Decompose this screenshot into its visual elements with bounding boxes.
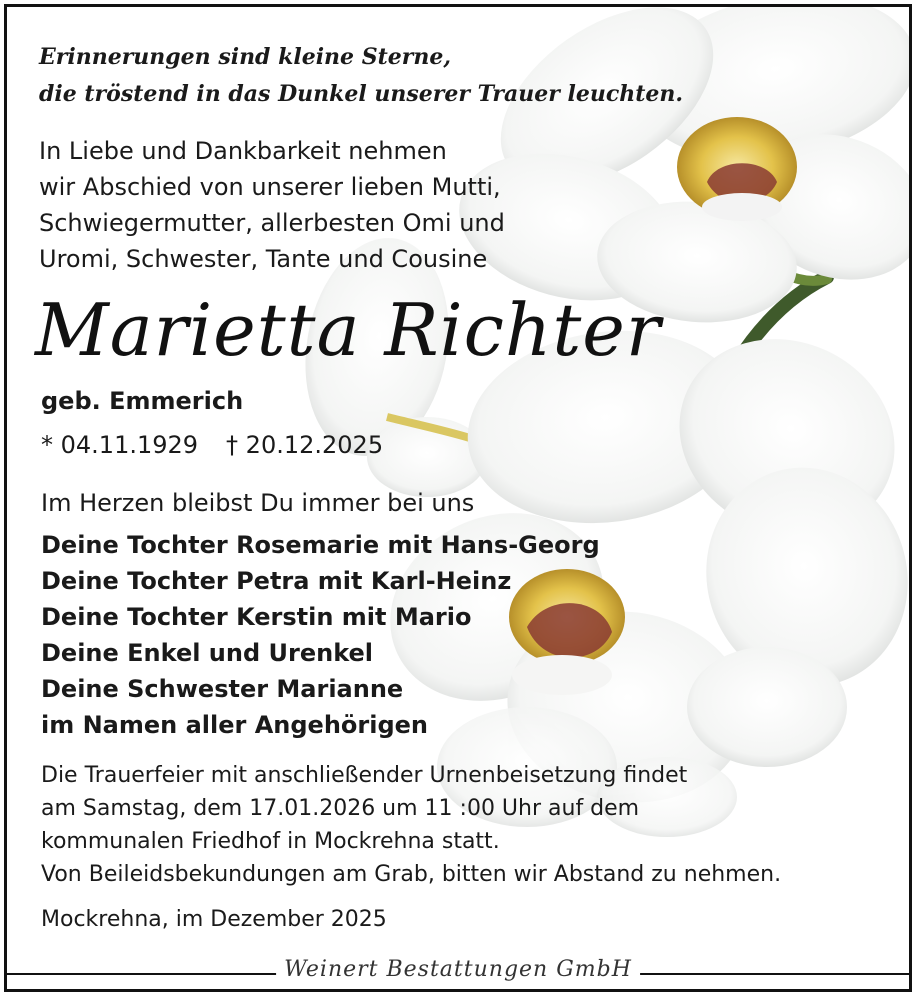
motto-line-2: die tröstend in das Dunkel unserer Trauer leuchten. [39, 81, 684, 107]
mourner-item: Deine Tochter Rosemarie mit Hans-Georg [41, 531, 600, 559]
funeral-service-info [41, 759, 781, 891]
undertaker-signature: Weinert Bestattungen GmbH [276, 957, 640, 982]
mourner-item: Deine Enkel und Urenkel [41, 639, 374, 667]
intro-text [39, 133, 505, 277]
maiden-name: geb. Emmerich [41, 387, 244, 415]
heart-line: Im Herzen bleibst Du immer bei uns [41, 489, 475, 517]
intro-line-2: wir Abschied von unserer lieben Mutti, [39, 173, 501, 201]
deceased-name: Marietta Richter [35, 288, 662, 372]
motto-quote [39, 39, 683, 113]
intro-line-3: Schwiegermutter, allerbesten Omi und [39, 209, 505, 237]
mourners-list [41, 527, 600, 743]
life-dates [41, 431, 383, 459]
service-line-2: am Samstag, dem 17.01.2026 um 11 :00 Uhr auf dem [41, 796, 640, 821]
intro-line-1: In Liebe und Dankbarkeit nehmen [39, 137, 447, 165]
obituary-card [4, 4, 912, 992]
place-and-date: Mockrehna, im Dezember 2025 [41, 907, 387, 932]
mourner-item: Deine Tochter Petra mit Karl-Heinz [41, 567, 512, 595]
mourner-item: Deine Tochter Kerstin mit Mario [41, 603, 472, 631]
birth-date: * 04.11.1929 [41, 431, 199, 459]
service-line-3: kommunalen Friedhof in Mockrehna statt. [41, 829, 500, 854]
service-line-1: Die Trauerfeier mit anschließender Urnenbeisetzung findet [41, 763, 688, 788]
obituary-content [7, 7, 909, 989]
service-line-4: Von Beileidsbekundungen am Grab, bitten wir Abstand zu nehmen. [41, 862, 782, 887]
intro-line-4: Uromi, Schwester, Tante und Cousine [39, 245, 488, 273]
footer [7, 957, 909, 989]
motto-line-1: Erinnerungen sind kleine Sterne, [39, 44, 451, 70]
mourner-item: Deine Schwester Marianne [41, 675, 404, 703]
mourner-item: im Namen aller Angehörigen [41, 711, 429, 739]
death-date: † 20.12.2025 [226, 431, 384, 459]
